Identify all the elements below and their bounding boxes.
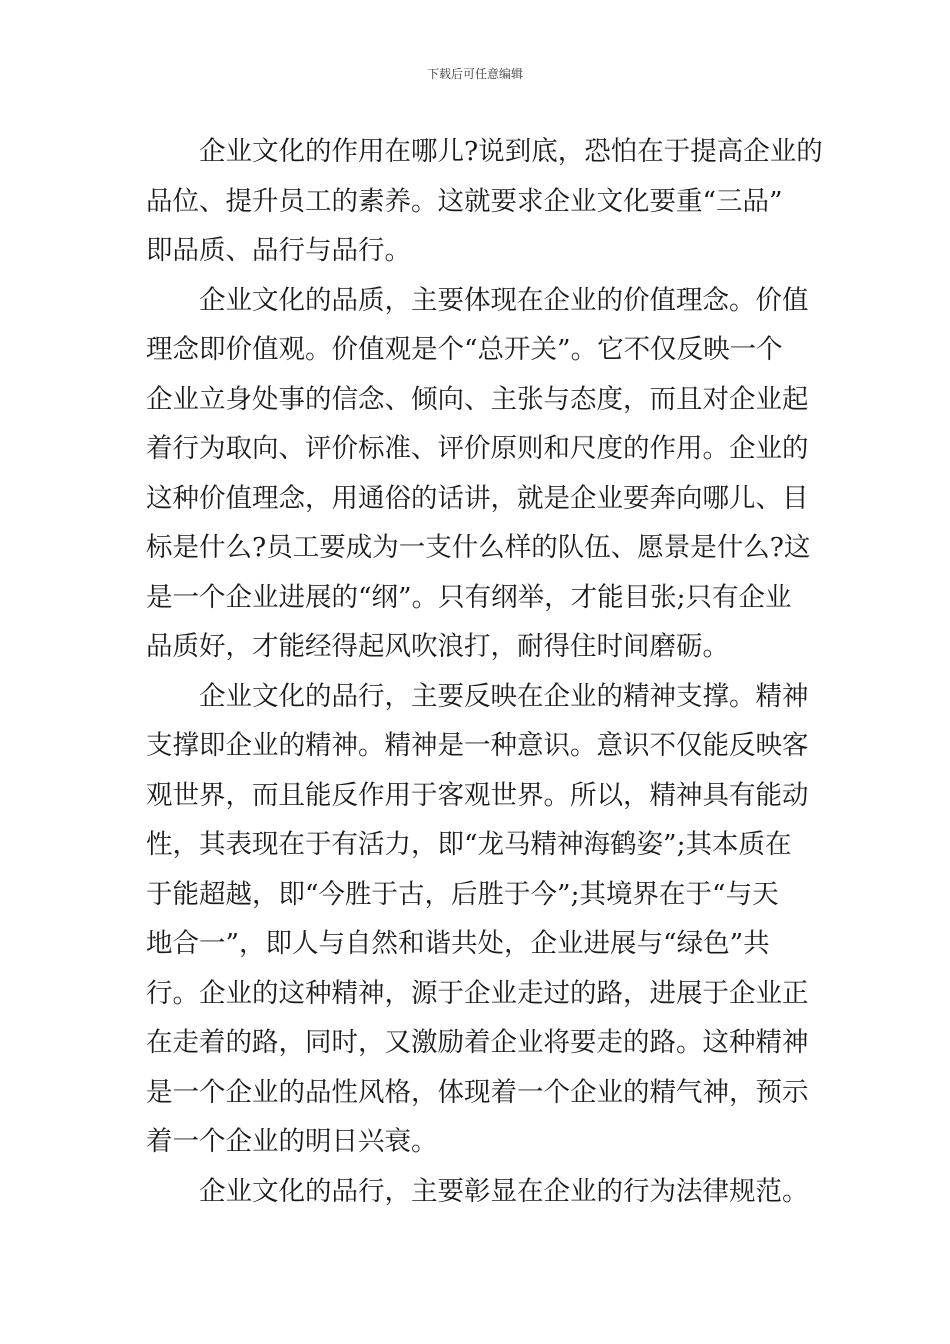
text-line: 地合一”，即人与自然和谐共处，企业进展与“绿色”共 [146,928,770,959]
text-line: 品位、提升员工的素养。这就要求企业文化要重“三品” [146,185,783,217]
text-line: 性，其表现在于有活力，即“龙马精神海鹤姿”;其本质在 [146,829,792,860]
text-line: 观世界，而且能反作用于客观世界。所以，精神具有能动 [146,779,809,811]
text-line: 即品质、品行与品行。 [146,235,411,266]
text-line: 企业文化的品行，主要彰显在企业的行为法律规范。 [199,1175,809,1207]
text-line: 在走着的路，同时，又激励着企业将要走的路。这种精神 [146,1027,809,1058]
text-line: 标是什么?员工要成为一支什么样的队伍、愿景是什么?这 [146,532,811,563]
text-line: 企业文化的作用在哪儿?说到底，恐怕在于提高企业的 [199,136,823,167]
text-line: 是一个企业进展的“纲”。只有纲举，才能目张;只有企业 [146,581,792,613]
text-line: 企业立身处事的信念、倾向、主张与态度，而且对企业起 [146,383,809,415]
text-line: 品质好，才能经得起风吹浪打，耐得住时间磨砺。 [146,631,729,662]
text-line: 理念即价值观。价值观是个“总开关”。它不仅反映一个 [146,334,783,365]
text-line: 着一个企业的明日兴衰。 [146,1126,438,1157]
text-line: 行。企业的这种精神，源于企业走过的路，进展于企业正 [146,977,809,1009]
text-line: 这种价值理念，用通俗的话讲，就是企业要奔向哪儿、目 [146,482,809,514]
document-body [146,127,823,1216]
page-header: 下载后可任意编辑 [426,67,523,81]
text-line: 企业文化的品质，主要体现在企业的价值理念。价值 [199,284,809,316]
text-line: 着行为取向、评价标准、评价原则和尺度的作用。企业的 [146,433,809,464]
text-line: 企业文化的品行，主要反映在企业的精神支撑。精神 [199,680,809,712]
text-line: 是一个企业的品性风格，体现着一个企业的精气神，预示 [146,1076,809,1108]
text-line: 支撑即企业的精神。精神是一种意识。意识不仅能反映客 [146,730,809,761]
text-line: 于能超越，即“今胜于古，后胜于今”;其境界在于“与天 [146,878,779,910]
